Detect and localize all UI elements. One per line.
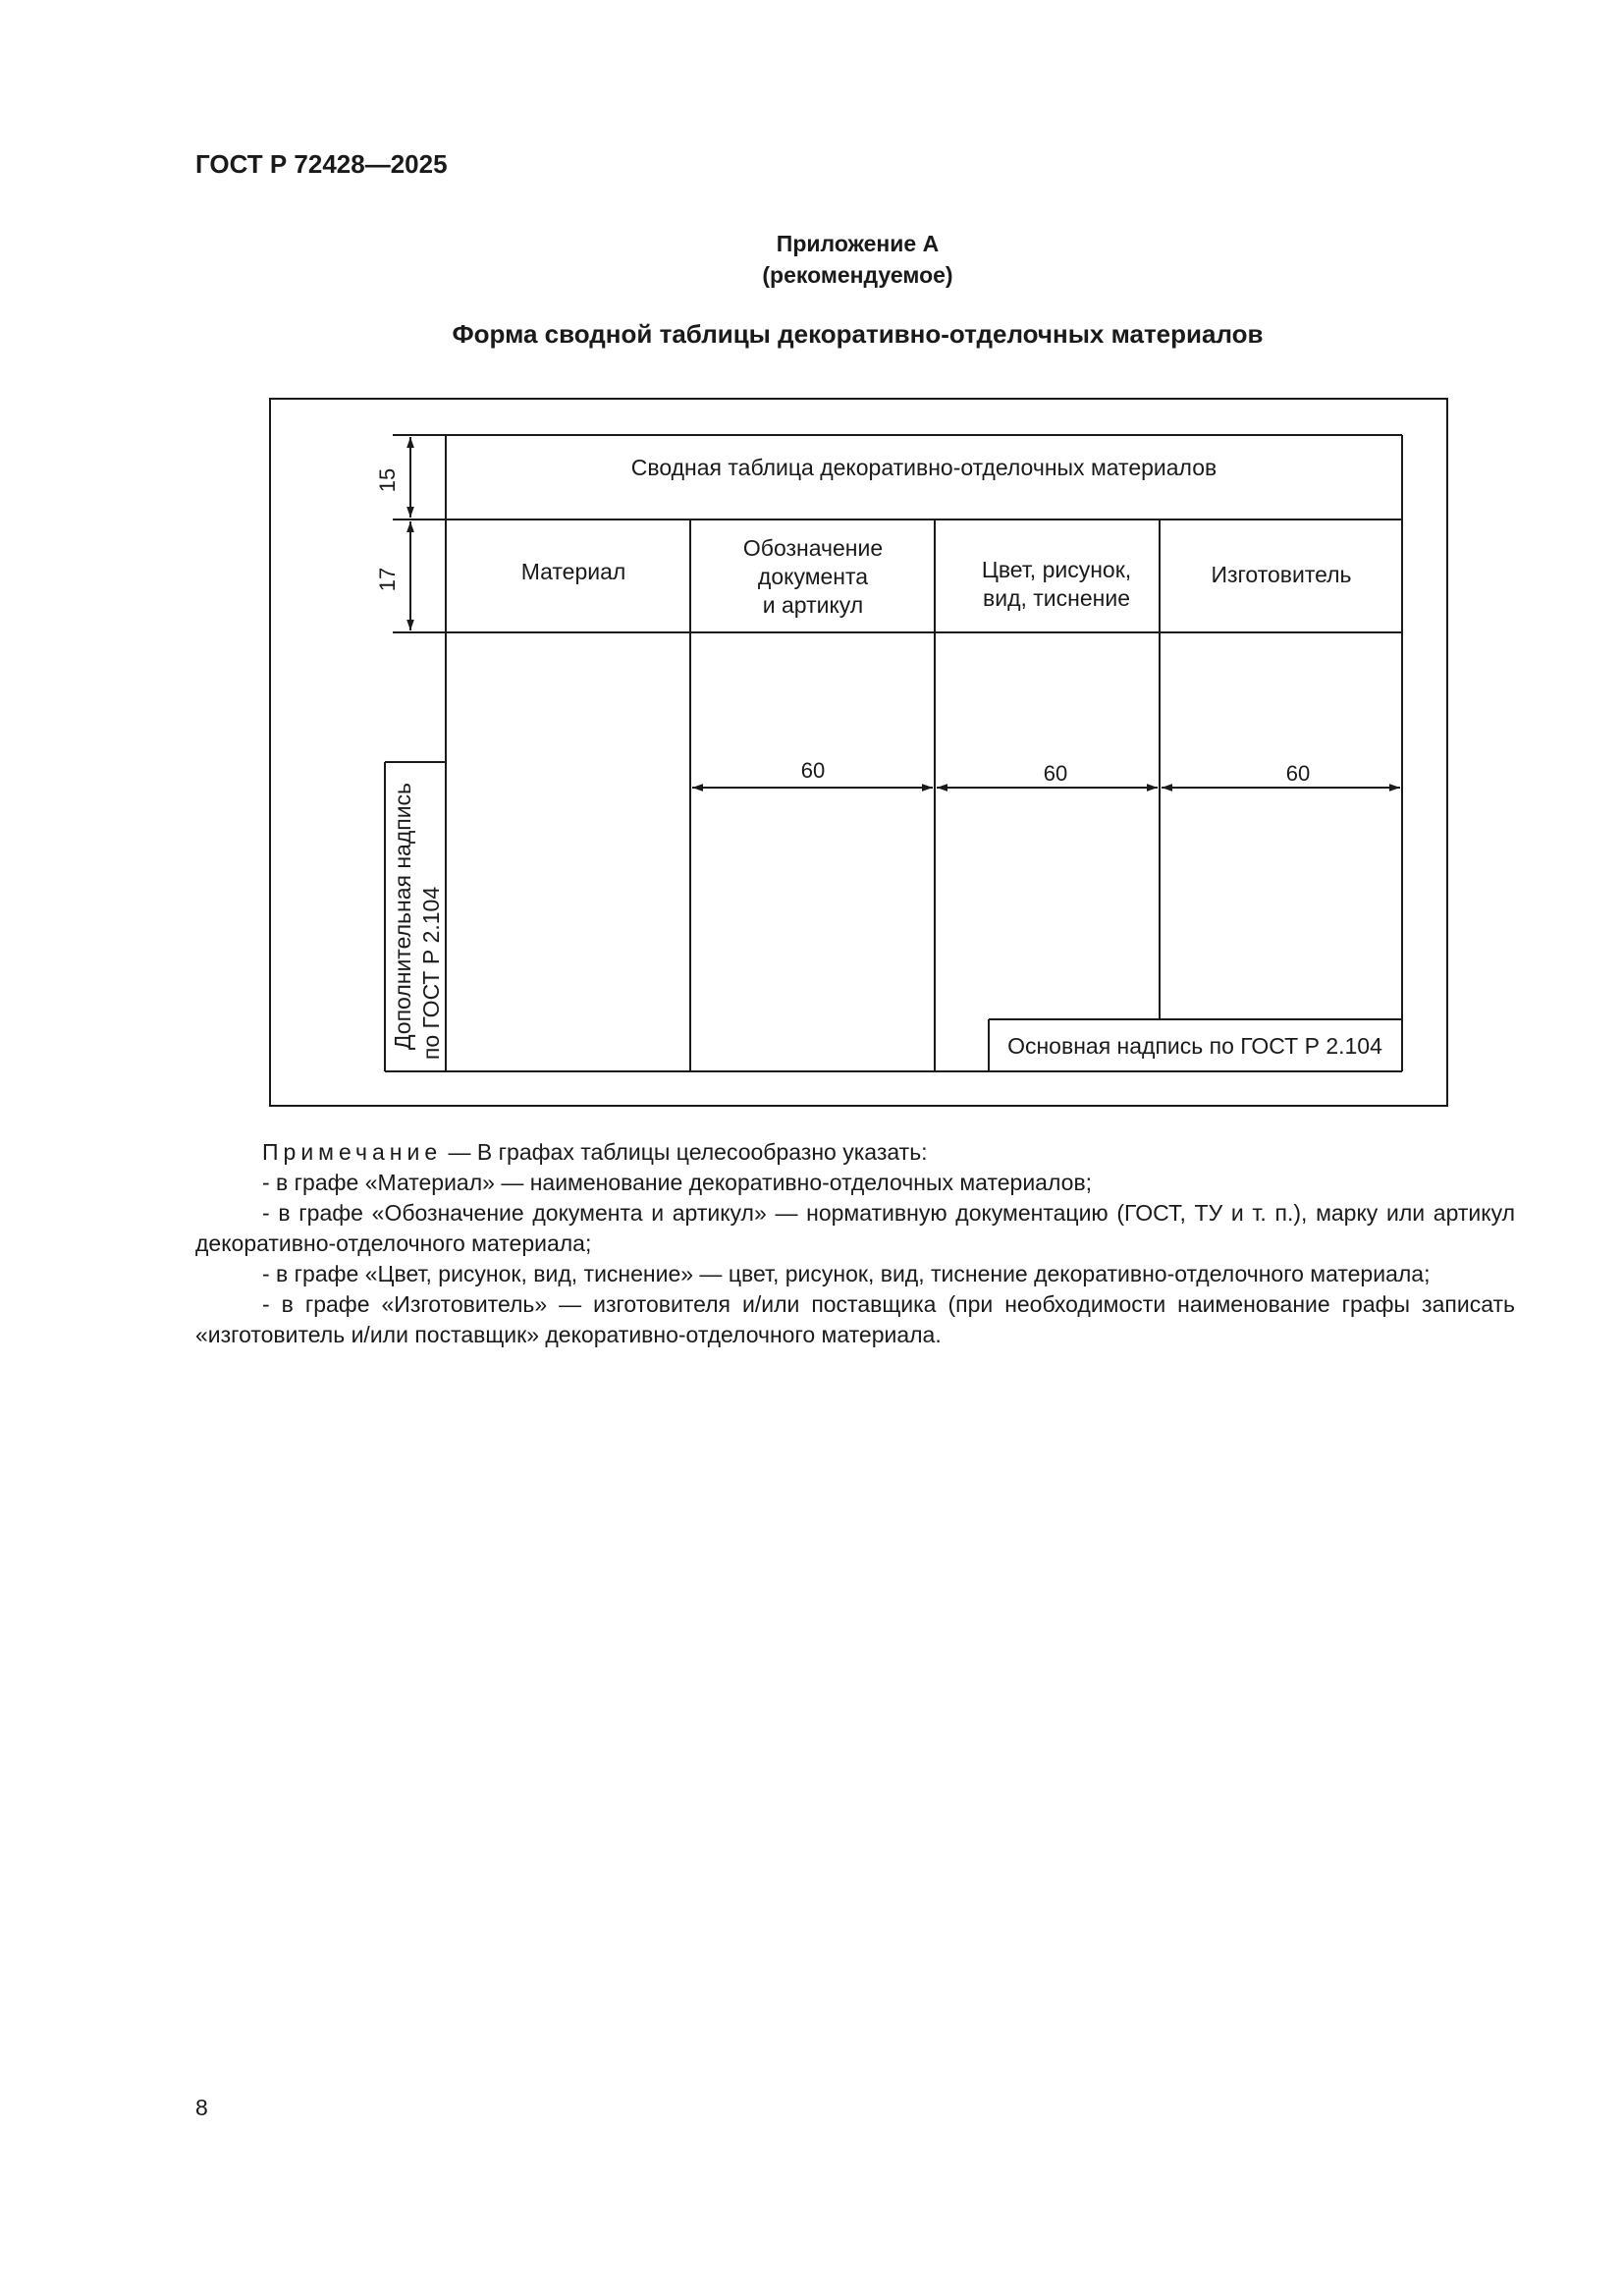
main-stamp-label: Основная надпись по ГОСТ Р 2.104 (1007, 1033, 1382, 1059)
dimension-label-header-row: 17 (375, 567, 400, 592)
page-number: 8 (195, 2095, 208, 2120)
note-intro-text: — В графах таблицы целесообразно указать: (442, 1139, 928, 1165)
appendix-title: Приложение А (776, 231, 940, 256)
column-header-color-line2: вид, тиснение (983, 585, 1130, 611)
note-block (195, 1137, 1515, 1350)
note-label: Примечание (262, 1139, 443, 1165)
document-code: ГОСТ Р 72428—2025 (195, 149, 448, 179)
form-title: Форма сводной таблицы декоративно-отделочных материалов (452, 319, 1264, 349)
additional-label-line1: Дополнительная надпись (390, 782, 415, 1051)
dimension-label-title-row: 15 (375, 467, 400, 493)
column-header-color-line1: Цвет, рисунок, (981, 557, 1132, 582)
note-intro (195, 1137, 1515, 1168)
additional-label-line2: по ГОСТ Р 2.104 (418, 886, 444, 1061)
column-header-designation-line3: и артикул (762, 592, 864, 618)
dimension-label-col-4: 60 (1285, 761, 1311, 786)
dimension-label-col-2: 60 (800, 758, 826, 783)
note-item-color: - в графе «Цвет, рисунок, вид, тиснение» — цвет, рисунок, вид, тиснение декоративно-отделочного материала; (262, 1261, 1431, 1286)
table-grid (385, 435, 1402, 1071)
appendix-status: (рекомендуемое) (762, 262, 953, 288)
note-item-material: - в графе «Материал» — наименование декоративно-отделочных материалов; (262, 1170, 1093, 1195)
table-title: Сводная таблица декоративно-отделочных материалов (630, 455, 1217, 480)
column-header-designation-line1: Обозначение (742, 535, 884, 561)
column-header-manufacturer: Изготовитель (1211, 562, 1352, 587)
note-item-manufacturer: - в графе «Изготовитель» — изготовителя и/или поставщика (при необходимости наименование графы записать «изготовитель и/или поставщик» декоративно-отделочного материала. (195, 1291, 1515, 1347)
note-item-designation: - в графе «Обозначение документа и артикул» — нормативную документацию (ГОСТ, ТУ и т. п.), марку или артикул декоративно-отделочного материала; (195, 1200, 1515, 1256)
column-header-material: Материал (520, 559, 626, 584)
column-header-designation-line2: документа (757, 564, 869, 589)
table-form-diagram (0, 0, 1623, 1120)
dimension-label-col-3: 60 (1043, 761, 1068, 786)
